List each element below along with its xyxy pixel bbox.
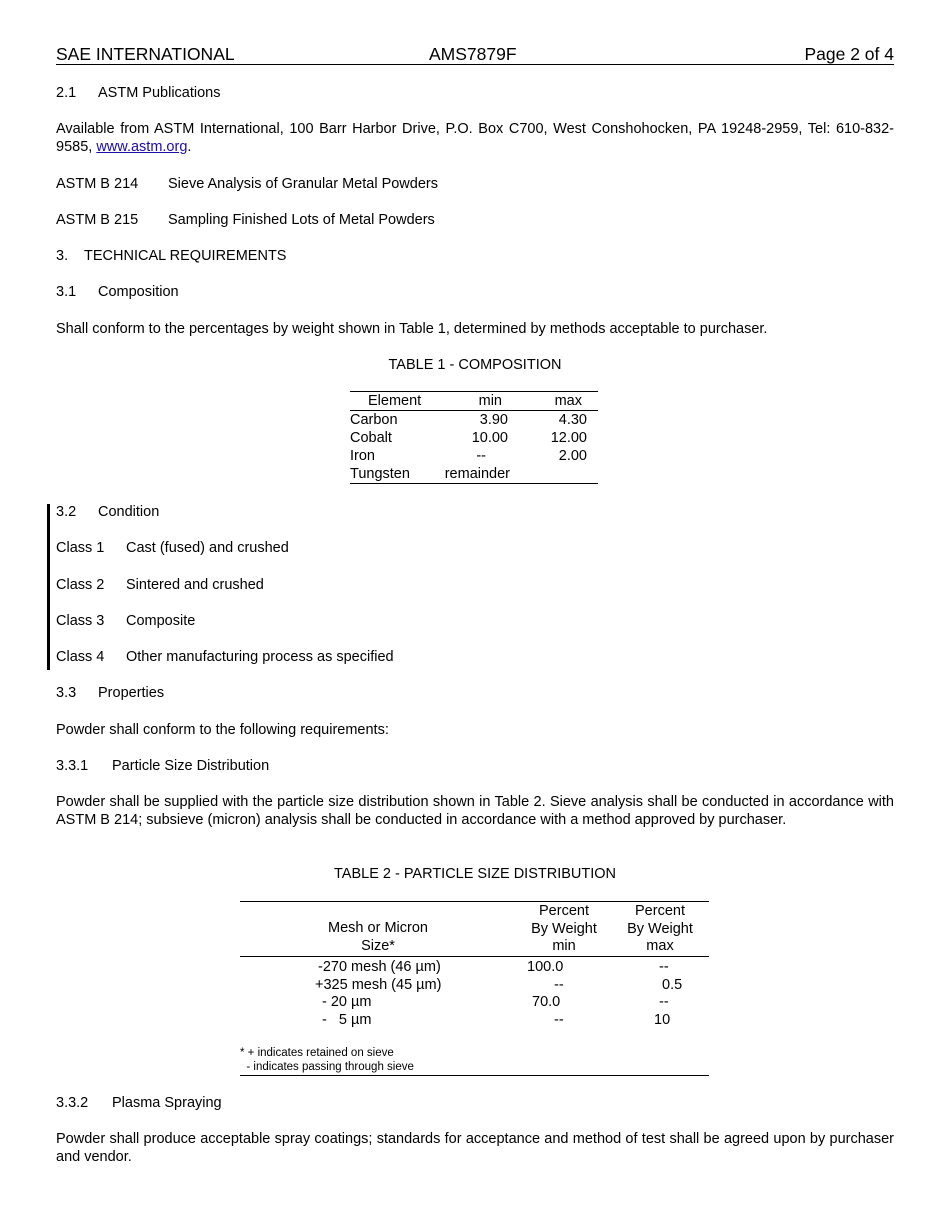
class-2-item: Class 2 Sintered and crushed [56,577,264,593]
column-header-max: Percent By Weight max [627,903,693,954]
table-row: - 5 µm -- 10 [322,1012,671,1028]
section-3-2-heading: 3.2 Condition [56,504,160,520]
header-org: SAE INTERNATIONAL [56,44,235,64]
table-1-caption: TABLE 1 - COMPOSITION [388,357,562,373]
header-doc-number: AMS7879F [429,44,517,64]
header-page-number: Page 2 of 4 [804,44,894,64]
revision-change-bar [47,504,50,670]
table-row: Cobalt 10.00 12.00 [350,430,587,446]
composition-table [350,391,598,484]
class-4-item: Class 4 Other manufacturing process as specified [56,649,394,665]
table-header-row [240,902,709,957]
column-header-max: max [554,393,582,409]
section-3-heading: 3. TECHNICAL REQUIREMENTS [56,248,287,264]
table-2-caption: TABLE 2 - PARTICLE SIZE DISTRIBUTION [334,866,616,882]
column-header-min: min [478,393,502,409]
particle-size-table [240,901,709,1076]
section-3-3-2-heading: 3.3.2 Plasma Spraying [56,1095,222,1111]
table-row: +325 mesh (45 µm) -- 0.5 [315,977,683,993]
astm-availability-paragraph: Available from ASTM International, 100 Barr Harbor Drive, P.O. Box C700, West Conshohocken, PA 19248-2959, Tel: 610-832-9585, www.astm.org. [56,121,894,155]
table-row: - 20 µm 70.0 -- [322,994,669,1010]
column-header-min: Percent By Weight min [531,903,597,954]
section-3-1-heading: 3.1 Composition [56,284,179,300]
section-3-3-1-heading: 3.3.1 Particle Size Distribution [56,758,270,774]
section-2-1-heading: 2.1 ASTM Publications [56,85,221,101]
reference-astm-b215: ASTM B 215 Sampling Finished Lots of Metal Powders [56,212,435,228]
astm-website-link[interactable]: www.astm.org [96,139,188,155]
section-3-3-1-text: Powder shall be supplied with the particle size distribution shown in Table 2. Sieve analysis shall be conducted in accordance with ASTM B 214; subsieve (micron) analysis shall be conducted in accordance with a method approved by purchaser. [56,794,894,828]
class-3-item: Class 3 Composite [56,613,196,629]
section-3-3-2-text: Powder shall produce acceptable spray coatings; standards for acceptance and method of test shall be agreed upon by purchaser and vendor. [56,1131,894,1165]
column-header-size: Mesh or Micron Size* [328,920,428,954]
class-1-item: Class 1 Cast (fused) and crushed [56,540,289,556]
page-header [56,44,894,65]
table-row: Tungsten remainder [350,466,510,482]
section-3-1-text: Shall conform to the percentages by weight shown in Table 1, determined by methods acceptable to purchaser. [56,321,768,337]
section-3-3-text: Powder shall conform to the following requirements: [56,722,389,738]
reference-astm-b214: ASTM B 214 Sieve Analysis of Granular Metal Powders [56,176,438,192]
section-3-3-heading: 3.3 Properties [56,685,165,701]
table-row: -270 mesh (46 µm) 100.0 -- [318,959,669,975]
table-2-footnote: * + indicates retained on sieve - indicates passing through sieve [240,1047,414,1073]
table-row: Carbon 3.90 4.30 [350,412,587,428]
column-header-element: Element [368,393,422,409]
table-header-row [350,392,598,411]
table-row: Iron -- 2.00 [350,448,587,464]
